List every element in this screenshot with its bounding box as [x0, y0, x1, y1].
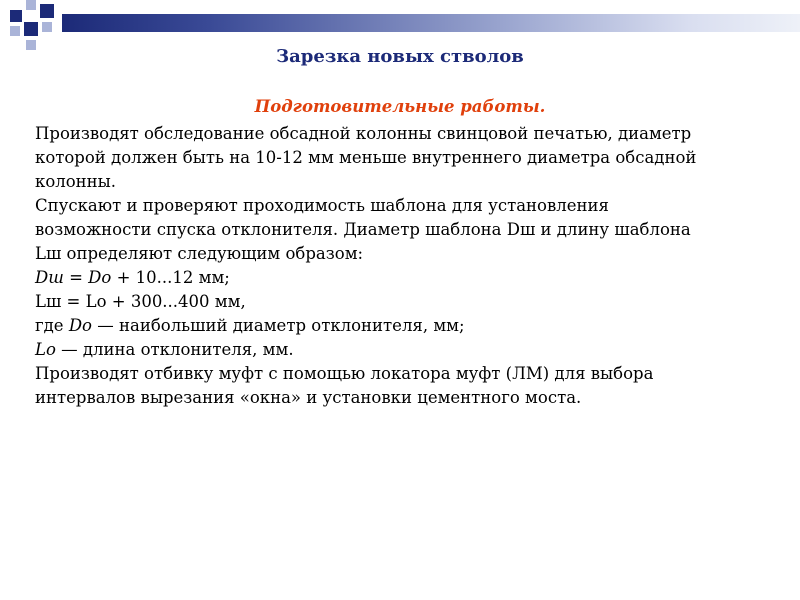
slide-title: Зарезка новых стволов [276, 46, 524, 67]
text-line: интервалов вырезания «окна» и установки цементного моста. [35, 388, 582, 407]
formula-rest: + 10...12 мм; [111, 268, 230, 287]
text-fragment: где [35, 316, 69, 335]
text-line: Производят обследование обсадной колонны свинцовой печатью, диаметр [35, 124, 692, 143]
formula-term: Lо [35, 340, 56, 359]
text-line [35, 338, 795, 362]
slide-body [35, 122, 795, 410]
formula-term: Dш = Dо [35, 268, 112, 287]
decor-square [26, 0, 36, 10]
text-line: которой должен быть на 10-12 мм меньше внутреннего диаметра обсадной [35, 148, 697, 167]
text-line [35, 314, 795, 338]
text-line: колонны. [35, 172, 117, 191]
slide-subtitle: Подготовительные работы. [254, 97, 546, 116]
text-line: Производят отбивку муфт с помощью локатора муфт (ЛМ) для выбора [35, 364, 654, 383]
decor-square [40, 4, 54, 18]
header-bar [62, 14, 800, 32]
text-fragment: — наибольший диаметр отклонителя, мм; [92, 316, 465, 335]
text-line: Спускают и проверяют проходимость шаблона для установления [35, 196, 609, 215]
decor-square [42, 22, 52, 32]
text-line: возможности спуска отклонителя. Диаметр шаблона Dш и длину шаблона [35, 220, 691, 239]
text-line: Lш определяют следующим образом: [35, 244, 364, 263]
decor-square [10, 10, 22, 22]
decor-square [10, 26, 20, 36]
decor-square [24, 22, 38, 36]
formula-term: Dо [68, 316, 92, 335]
formula-line: Lш = Lо + 300...400 мм, [35, 292, 246, 311]
text-fragment: — длина отклонителя, мм. [55, 340, 294, 359]
formula-line [35, 266, 795, 290]
